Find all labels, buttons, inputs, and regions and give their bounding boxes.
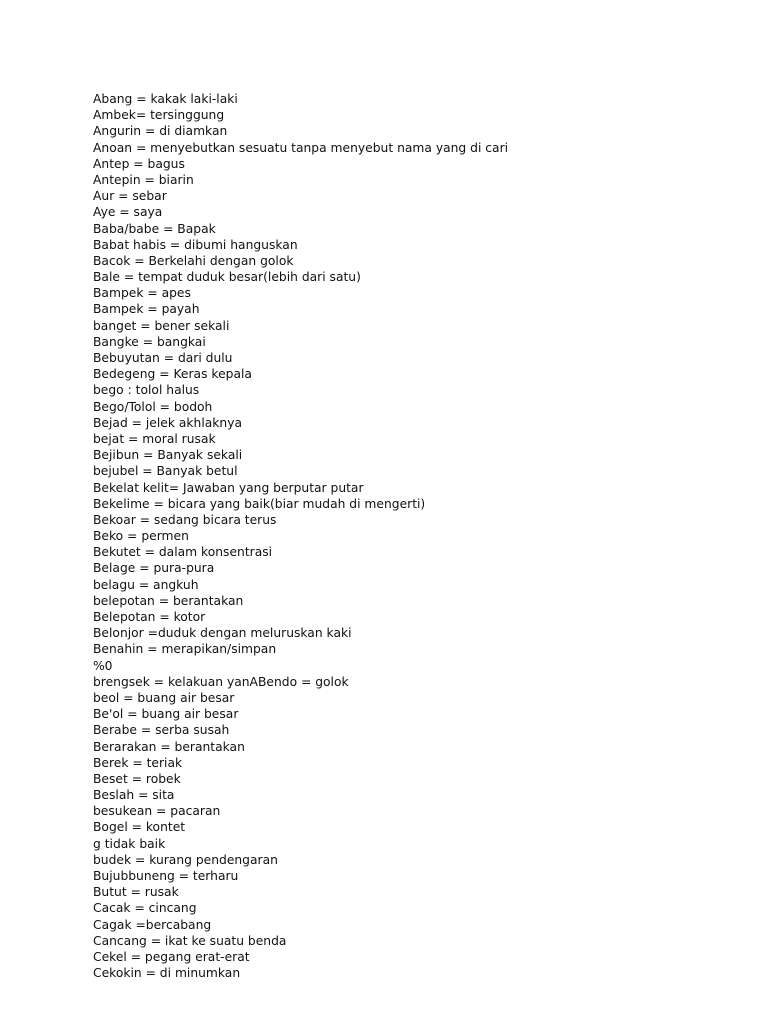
glossary-entry: Aur = sebar [93, 189, 167, 204]
glossary-entry: banget = bener sekali [93, 318, 230, 333]
glossary-entry: Abang = kakak laki-laki [93, 92, 238, 106]
glossary-entry: bejat = moral rusak [93, 431, 216, 446]
glossary-entry: brengsek = kelakuan yanABendo = golok [93, 674, 349, 689]
glossary-entry: Berarakan = berantakan [93, 739, 245, 754]
glossary-entry: Berek = teriak [93, 755, 183, 770]
glossary-entry: Anoan = menyebutkan sesuatu tanpa menyebut nama yang di cari [93, 140, 509, 155]
glossary-entry: Bedegeng = Keras kepala [93, 367, 252, 382]
glossary-entry: Aye = saya [93, 205, 163, 220]
glossary-entry: Bogel = kontet [93, 820, 186, 835]
glossary-entry: Bebuyutan = dari dulu [93, 351, 233, 365]
glossary-entry: g tidak baik [93, 836, 166, 851]
glossary-entry: Bampek = payah [93, 302, 200, 317]
glossary-entry: beol = buang air besar [93, 690, 235, 705]
glossary-entry: Beset = robek [93, 771, 181, 786]
glossary-list [93, 91, 753, 981]
glossary-entry: Belepotan = kotor [93, 610, 206, 624]
glossary-entry: Bangke = bangkai [93, 334, 206, 349]
glossary-entry: Beslah = sita [93, 788, 175, 803]
glossary-entry: Ambek= tersinggung [93, 108, 225, 123]
glossary-entry: Cekokin = di minumkan [93, 966, 241, 981]
glossary-entry: Benahin = merapikan/simpan [93, 642, 277, 657]
glossary-entry: Antep = bagus [93, 156, 185, 171]
glossary-entry: Beko = permen [93, 529, 189, 544]
glossary-entry: Bale = tempat duduk besar(lebih dari satu) [93, 270, 361, 285]
glossary-entry: Cacak = cincang [93, 901, 197, 916]
glossary-entry: besukean = pacaran [93, 804, 221, 819]
glossary-entry: Bekutet = dalam konsentrasi [93, 545, 273, 560]
glossary-entry: %0 [93, 658, 113, 673]
glossary-entry: belagu = angkuh [93, 577, 199, 592]
glossary-entry: Bejad = jelek akhlaknya [93, 415, 243, 430]
glossary-entry: Belonjor =duduk dengan meluruskan kaki [93, 626, 352, 641]
glossary-entry: Cancang = ikat ke suatu benda [93, 933, 287, 948]
glossary-entry: budek = kurang pendengaran [93, 852, 278, 867]
glossary-entry: Bekelime = bicara yang baik(biar mudah di mengerti) [93, 496, 426, 511]
glossary-entry: Babat habis = dibumi hanguskan [93, 237, 298, 252]
glossary-entry: Bampek = apes [93, 286, 191, 301]
glossary-entry: Bejibun = Banyak sekali [93, 448, 243, 463]
glossary-entry: Belage = pura-pura [93, 561, 215, 576]
glossary-entry: Berabe = serba susah [93, 723, 230, 738]
glossary-entry: Angurin = di diamkan [93, 124, 228, 139]
glossary-entry: Cagak =bercabang [93, 917, 212, 932]
glossary-entry: Baba/babe = Bapak [93, 221, 216, 236]
glossary-entry: Bego/Tolol = bodoh [93, 399, 213, 414]
glossary-entry: Cekel = pegang erat-erat [93, 949, 250, 964]
glossary-entry: bejubel = Banyak betul [93, 464, 238, 479]
glossary-entry: Butut = rusak [93, 885, 179, 900]
glossary-entry: Antepin = biarin [93, 172, 194, 187]
glossary-entry: Bujubbuneng = terharu [93, 869, 239, 883]
glossary-entry: Be'ol = buang air besar [93, 707, 239, 722]
glossary-entry: Bekoar = sedang bicara terus [93, 512, 277, 527]
glossary-entry: Bekelat kelit= Jawaban yang berputar putar [93, 480, 364, 495]
glossary-entry: Bacok = Berkelahi dengan golok [93, 253, 294, 268]
glossary-entry: bego : tolol halus [93, 383, 200, 398]
glossary-entry: belepotan = berantakan [93, 593, 244, 608]
